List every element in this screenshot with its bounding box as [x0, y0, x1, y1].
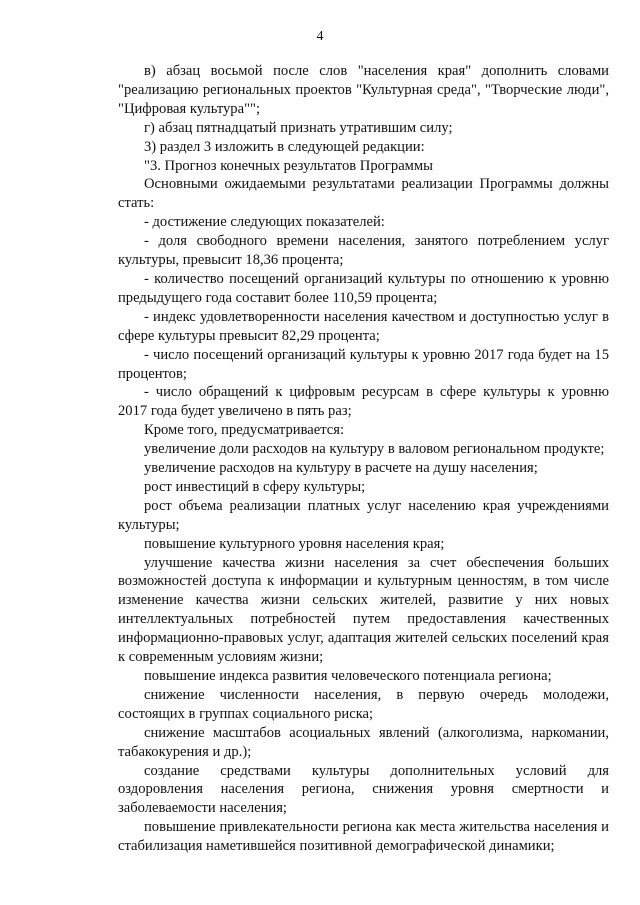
paragraph-amend-v: в) абзац восьмой после слов "населения края" дополнить словами "реализацию региональных проектов "Культурная среда", "Творческие люди", "Цифровая культура""; [118, 63, 609, 117]
paragraph-section-3-intro: 3) раздел 3 изложить в следующей редакции: [144, 138, 425, 155]
list-item-free-time: - доля свободного времени населения, занятого потреблением услуг культуры, превысит 18,36 процента; [118, 233, 609, 269]
list-item-quality-of-life: улучшение качества жизни населения за счет обеспечения больших возможностей доступа к информации и культурным ценностям, в том числе изменение качества жизни сельских жителей, развитие у них новых интеллектуальных потребностей путем предоставления качественных информационно-правовых услуг, адаптация жителей сельских поселений края к современным условиям жизни; [118, 554, 609, 666]
list-item-cultural-level: повышение культурного уровня населения края; [144, 535, 445, 552]
document-body [118, 62, 609, 856]
list-item-visits-2017: - число посещений организаций культуры к уровню 2017 года будет на 15 процентов; [118, 346, 609, 382]
paragraph-additionally: Кроме того, предусматривается: [144, 422, 345, 439]
list-item-digital-resources: - число обращений к цифровым ресурсам в сфере культуры к уровню 2017 года будет увеличено в пять раз; [118, 384, 609, 420]
list-item-health: создание средствами культуры дополнительных условий для оздоровления населения региона, снижения уровня смертности и заболеваемости населения; [118, 762, 609, 817]
list-item-attractiveness: повышение привлекательности региона как места жительства населения и стабилизация наметившейся позитивной демографической динамики; [118, 819, 609, 855]
list-item-risk-groups: снижение численности населения, в первую очередь молодежи, состоящих в группах социального риска; [118, 686, 609, 722]
list-item-hdi: повышение индекса развития человеческого потенциала региона; [144, 668, 552, 684]
paragraph-amend-g: г) абзац пятнадцатый признать утратившим силу; [144, 119, 453, 136]
list-item-investment: рост инвестиций в сферу культуры; [144, 478, 366, 495]
page-number: 4 [316, 29, 324, 44]
list-item-per-capita: увеличение расходов на культуру в расчете на душу населения; [144, 460, 538, 477]
section-heading: "3. Прогноз конечных результатов Программы [144, 157, 433, 174]
list-item-asocial: снижение масштабов асоциальных явлений (алкоголизма, наркомании, табакокурения и др.); [118, 724, 609, 760]
list-item-satisfaction-index: - индекс удовлетворенности населения качеством и доступностью услуг в сфере культуры превысит 82,29 процента; [118, 308, 609, 344]
list-item-grp-share: увеличение доли расходов на культуру в валовом региональном продукте; [144, 441, 605, 458]
list-item-indicators: - достижение следующих показателей: [144, 214, 385, 231]
paragraph-main-results: Основными ожидаемыми результатами реализации Программы должны стать: [118, 176, 609, 212]
list-item-visits-previous-year: - количество посещений организаций культуры по отношению к уровню предыдущего года составит более 110,59 процента; [118, 270, 609, 306]
list-item-paid-services: рост объема реализации платных услуг населению края учреждениями культуры; [118, 497, 609, 533]
